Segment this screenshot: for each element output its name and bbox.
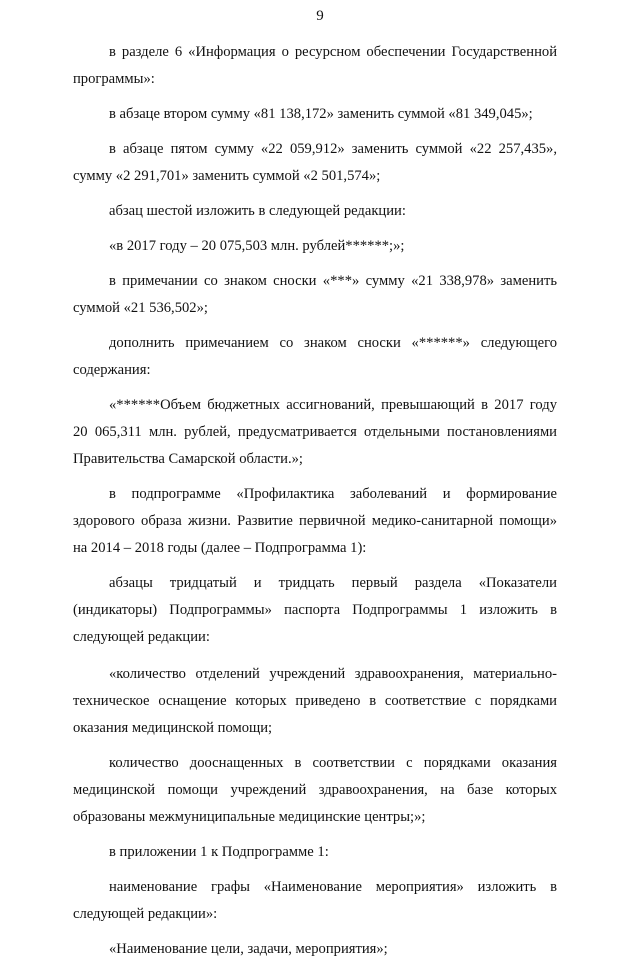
paragraph-kolichestvo-otdelenii: «количество отделений учреждений здравоохранения, материально-техническое оснащение которых приведено в соответствие с порядками оказания медицинской помощи; bbox=[73, 666, 557, 736]
paragraph-primechanie: в примечании со знаком сноски «***» сумму «21 338,978» заменить суммой «21 536,502»; bbox=[73, 273, 557, 316]
paragraph-section6: в разделе 6 «Информация о ресурсном обеспечении Государственной программы»: bbox=[73, 44, 557, 87]
paragraph-abzacy-30-31: абзацы тридцатый и тридцать первый раздела «Показатели (индикаторы) Подпрограммы» паспорта Подпрограммы 1 изложить в следующей редакции: bbox=[73, 575, 557, 645]
paragraph-naimenovanie-grafy: наименование графы «Наименование мероприятия» изложить в следующей редакции»: bbox=[73, 879, 557, 922]
paragraph-abzac-pyatyi: в абзаце пятом сумму «22 059,912» заменить суммой «22 257,435», сумму «2 291,701» заменить суммой «2 501,574»; bbox=[73, 141, 557, 184]
paragraph-abzac-vtoroi: в абзаце втором сумму «81 138,172» заменить суммой «81 349,045»; bbox=[109, 106, 533, 122]
paragraph-dopolnit: дополнить примечанием со знаком сноски «******» следующего содержания: bbox=[73, 335, 557, 378]
paragraph-prilozhenie-1: в приложении 1 к Подпрограмме 1: bbox=[109, 844, 329, 860]
paragraph-naimenovanie-celi: «Наименование цели, задачи, мероприятия»; bbox=[109, 941, 388, 957]
paragraph-2017-amount: «в 2017 году – 20 075,503 млн. рублей******;»; bbox=[109, 238, 405, 254]
paragraph-kolichestvo-doosnaschennyh: количество дооснащенных в соответствии с порядками оказания медицинской помощи учреждений здравоохранения, на базе которых образованы межмуниципальные медицинские центры;»; bbox=[73, 755, 557, 825]
page-number: 9 bbox=[316, 8, 324, 24]
document-body bbox=[73, 39, 557, 963]
paragraph-footnote-text: «******Объем бюджетных ассигнований, превышающий в 2017 году 20 065,311 млн. рублей, предусматривается отдельными постановлениями Правительства Самарской области.»; bbox=[73, 397, 557, 467]
paragraph-podprogramma: в подпрограмме «Профилактика заболеваний и формирование здорового образа жизни. Развитие первичной медико-санитарной помощи» на 2014 – 2018 годы (далее – Подпрограмма 1): bbox=[73, 486, 557, 556]
paragraph-abzac-shestoi: абзац шестой изложить в следующей редакции: bbox=[109, 203, 406, 219]
